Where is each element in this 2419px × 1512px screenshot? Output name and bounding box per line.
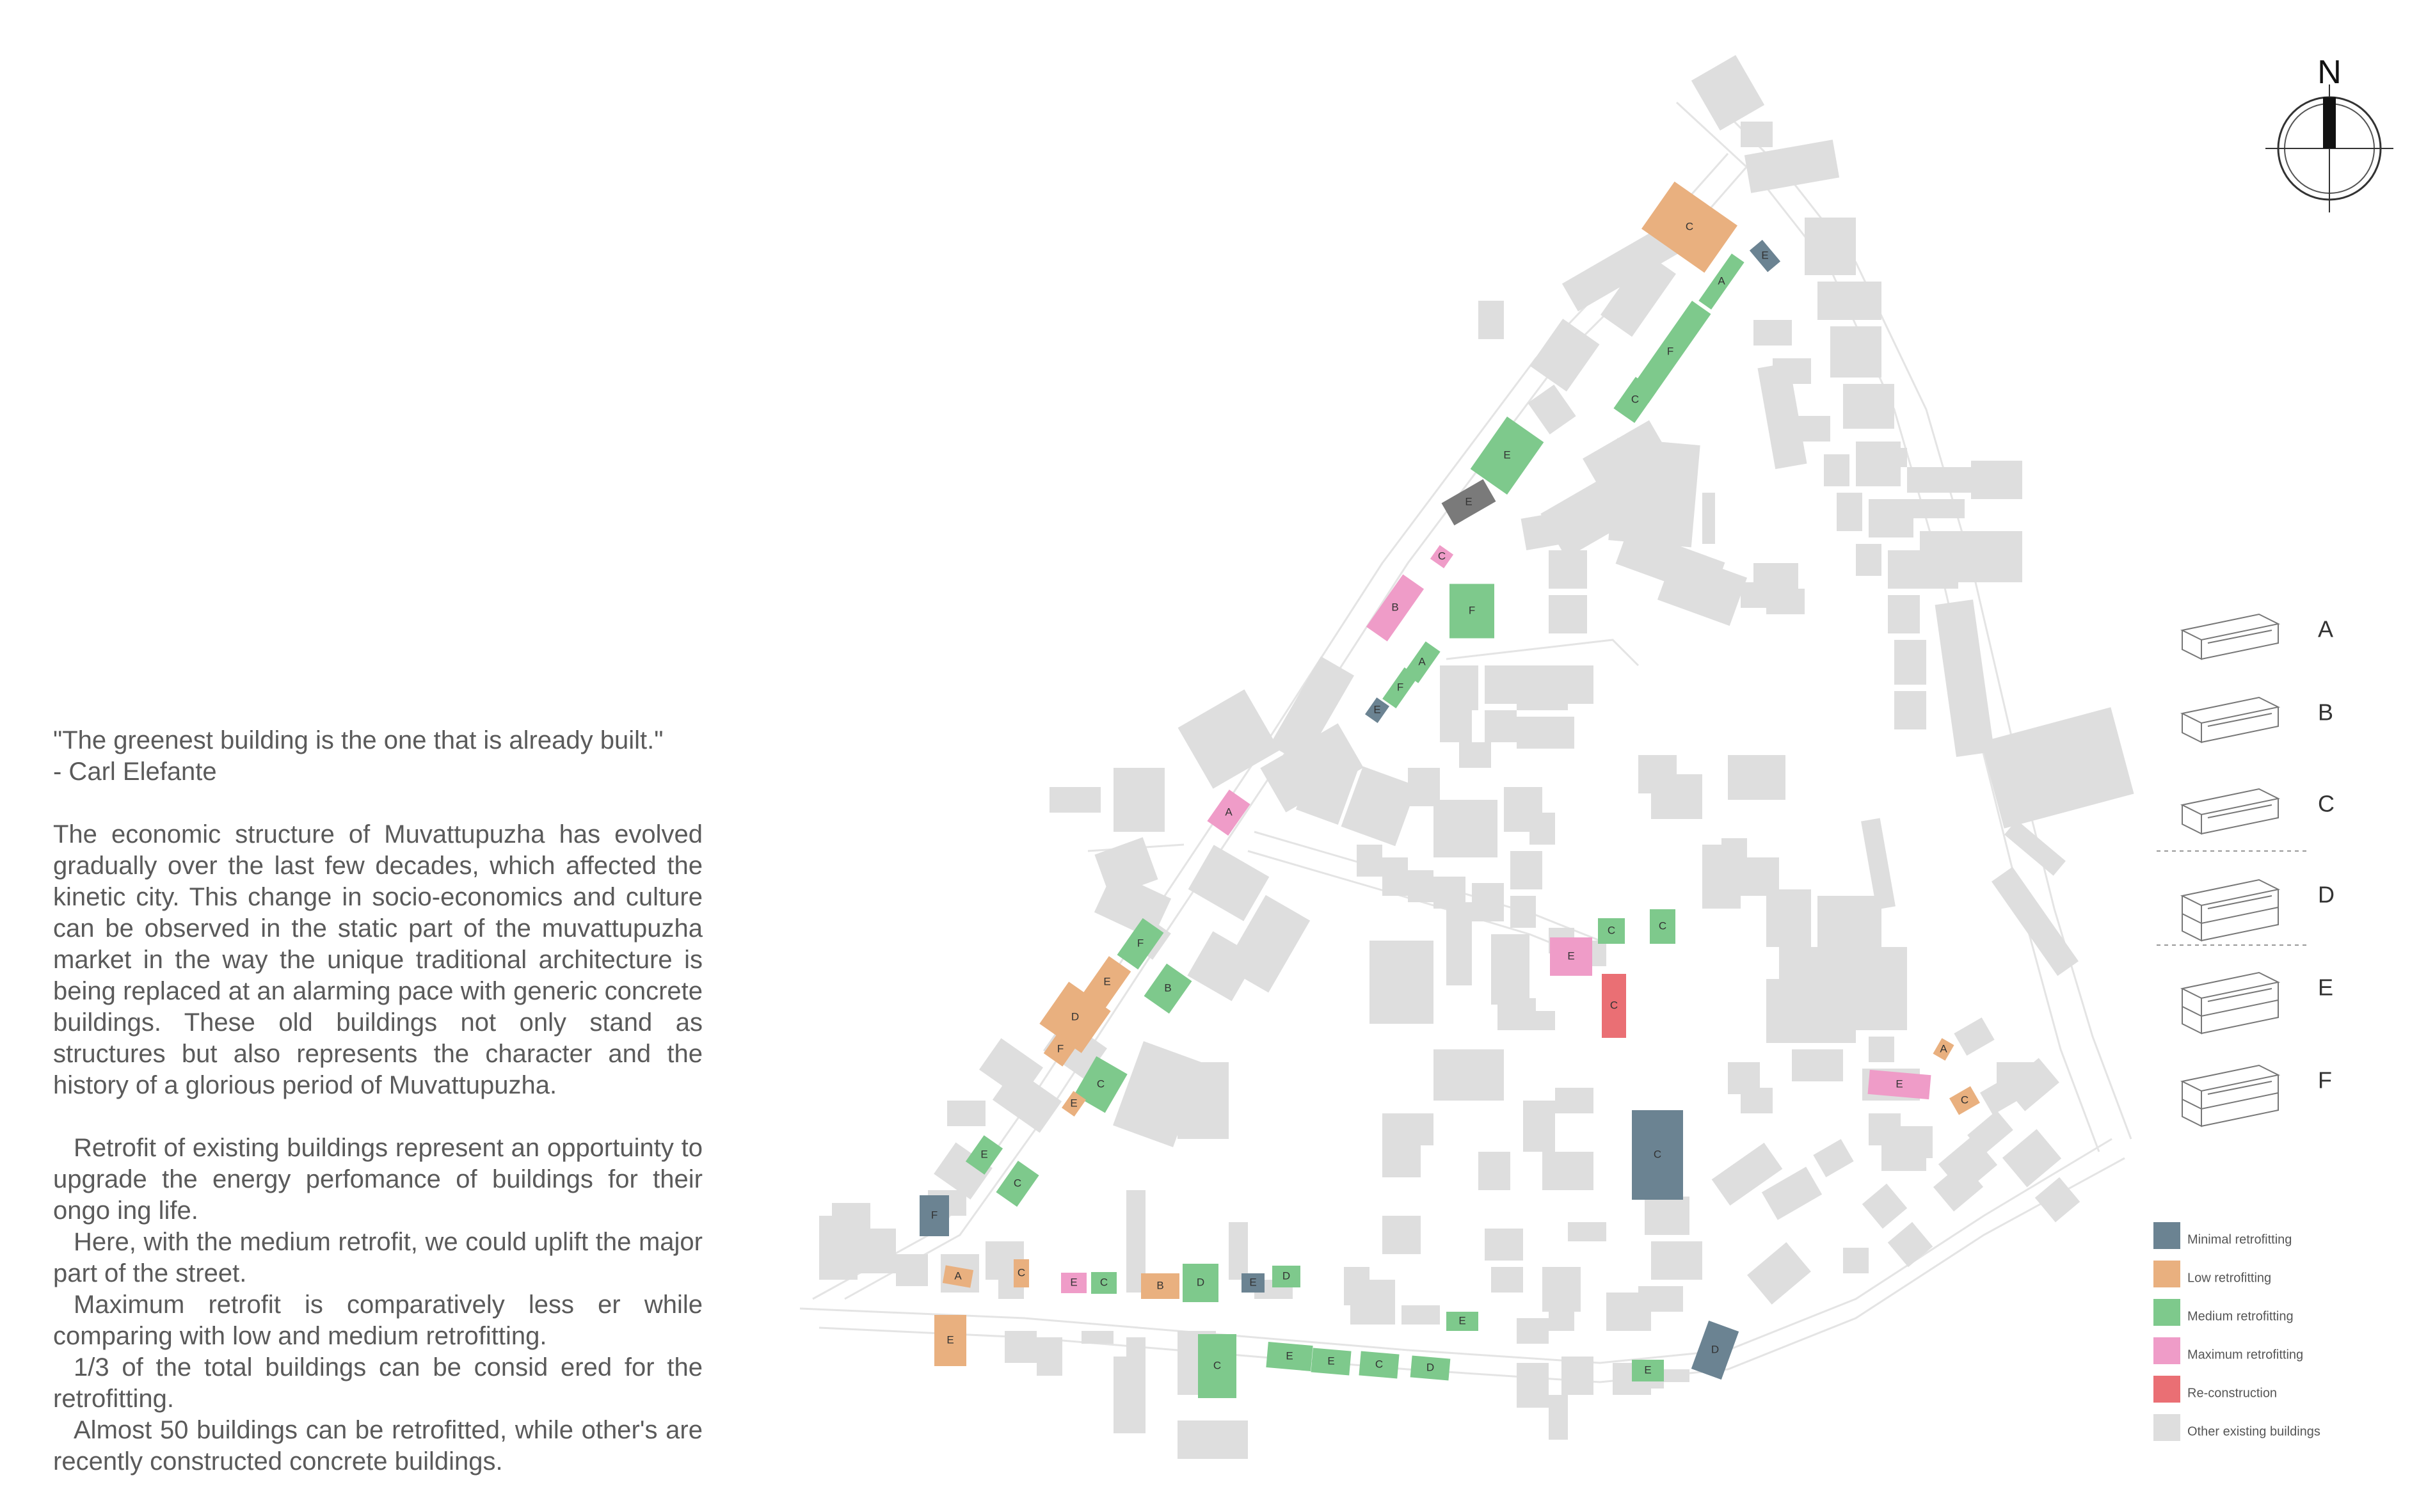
building-type-label: E [1373, 703, 1381, 716]
retrofit-legend [2153, 1222, 2320, 1441]
retrofit-building-e-minimal [1241, 1273, 1265, 1293]
building-type-letter: F [2318, 1067, 2332, 1094]
retrofit-building-c-medium [996, 1161, 1039, 1207]
retrofit-building-d-minimal [1691, 1321, 1739, 1380]
building-type-c [2182, 789, 2335, 834]
building-type-label: A [1940, 1042, 1947, 1055]
retrofit-building-c-medium [1650, 909, 1675, 944]
building-type-label: C [1631, 393, 1640, 406]
building-type-label: E [1896, 1078, 1903, 1090]
building-type-label: D [1426, 1361, 1435, 1374]
building-type-label: C [1096, 1078, 1105, 1090]
retrofit-building-c-medium [1091, 1272, 1117, 1294]
retrofit-building-c-maximum [1430, 545, 1453, 568]
building-type-label: E [1070, 1276, 1078, 1289]
legend-item [2153, 1337, 2303, 1364]
retrofit-building-a-low [1933, 1038, 1954, 1060]
inner-lane [1446, 640, 1638, 665]
building-type-label: C [1607, 924, 1616, 937]
retrofit-building-e-minimal [1365, 697, 1389, 723]
legend-swatch [2153, 1261, 2180, 1287]
building-type-label: D [1282, 1269, 1291, 1282]
retrofit-building-f-medium [1449, 584, 1494, 639]
existing-buildings [819, 55, 2134, 1459]
building-type-label: F [1666, 345, 1674, 358]
building-type-letter: B [2318, 699, 2334, 726]
retrofit-building-e-medium [1266, 1342, 1313, 1371]
building-type-label: D [1711, 1343, 1720, 1356]
retrofit-building-c-medium [1198, 1334, 1236, 1398]
paragraph-retrofit: Retrofit of existing buildings represent an opportuinty to upgrade the energy perfomance of buildings for their ongo ing life. [53, 1134, 703, 1225]
building-type-label: E [1761, 249, 1769, 262]
building-type-label: A [954, 1269, 962, 1282]
building-type-label: E [1249, 1276, 1257, 1289]
building-type-label: A [1718, 275, 1725, 287]
building-type-label: E [946, 1333, 954, 1346]
building-type-label: A [1418, 655, 1426, 668]
building-type-label: C [1609, 999, 1618, 1012]
retrofit-building-e-medium [1446, 1312, 1478, 1331]
building-type-label: F [930, 1209, 938, 1222]
building-type-label: E [1503, 449, 1511, 461]
building-type-f [2182, 1065, 2332, 1126]
house-sketch-icon [2182, 789, 2278, 834]
retrofit-building-e-other [1442, 479, 1496, 525]
building-type-letter: D [2318, 881, 2335, 908]
building-type-label: C [1375, 1358, 1384, 1371]
retrofit-building-a-maximum [1207, 790, 1250, 836]
legend-label: Other existing buildings [2187, 1424, 2320, 1439]
house-sketch-icon [2182, 614, 2278, 659]
building-type-d [2182, 880, 2335, 941]
building-type-e [2182, 973, 2333, 1033]
retrofit-building-d-medium [1410, 1355, 1451, 1380]
legend-label: Re-construction [2187, 1386, 2278, 1401]
legend-label: Maximum retrofitting [2187, 1348, 2304, 1362]
building-type-label: E [1465, 495, 1473, 508]
building-type-label: D [1071, 1010, 1080, 1023]
building-type-label: E [1103, 975, 1111, 988]
building-type-label: E [1644, 1364, 1652, 1376]
retrofit-building-f-minimal [920, 1195, 949, 1236]
building-type-label: E [980, 1148, 988, 1161]
building-type-label: C [1960, 1094, 1969, 1106]
building-type-label: E [1286, 1349, 1293, 1362]
legend-item [2153, 1222, 2292, 1249]
building-type-label: B [1391, 601, 1399, 614]
paragraph-maximum: Maximum retrofit is comparatively less er while comparing with low and medium retrofitting. [53, 1291, 703, 1350]
building-type-label: A [1225, 806, 1233, 818]
retrofit-building-c-medium [1598, 918, 1625, 944]
quote: "The greenest building is the one that is already built." [53, 726, 664, 754]
retrofit-building-f-medium [1382, 667, 1418, 708]
retrofit-building-c-low [1014, 1259, 1029, 1287]
building-type-label: C [1213, 1359, 1222, 1372]
building-type-label: F [1396, 681, 1404, 694]
retrofit-building-b-low [1141, 1273, 1179, 1299]
paragraph-medium: Here, with the medium retrofit, we could uplift the major part of the street. [53, 1228, 703, 1287]
building-type-label: F [1137, 937, 1144, 950]
building-type-letter: C [2318, 790, 2335, 817]
paragraph-fifty: Almost 50 buildings can be retrofitted, while other's are recently constructed concrete buildings. [53, 1416, 703, 1476]
building-type-label: C [1013, 1177, 1022, 1190]
north-arrow [2265, 54, 2393, 212]
retrofit-building-e-low [934, 1315, 966, 1366]
retrofit-building-b-medium [1144, 964, 1192, 1014]
building-type-label: F [1468, 604, 1476, 617]
legend-swatch [2153, 1337, 2180, 1364]
legend-swatch [2153, 1376, 2180, 1403]
house-sketch-icon [2182, 880, 2278, 941]
house-sketch-icon [2182, 973, 2278, 1033]
building-type-label: E [1070, 1097, 1078, 1110]
legend-item [2153, 1414, 2320, 1441]
building-type-b [2182, 697, 2333, 742]
paragraph-economic: The economic structure of Muvattupuzha has evolved gradually over the last few decades, which affected the kinetic city. This change in socio-economics and culture can be observed in the static part of the muvattupuzha market in the way the unique traditional architecture is being replaced at an alarming pace with generic concrete buildings. These old buildings not only stand as structures but also represents the character and the history of a glorious period of Muvattupuzha. [53, 820, 703, 1099]
house-sketch-icon [2182, 697, 2278, 742]
building-type-label: C [1017, 1266, 1026, 1279]
building-type-label: C [1658, 919, 1667, 932]
building-type-letter: A [2318, 616, 2334, 642]
retrofit-building-e-medium [1632, 1360, 1664, 1381]
legend-item [2153, 1376, 2277, 1403]
paragraph-third: 1/3 of the total buildings can be consid ered for the retrofitting. [53, 1353, 703, 1413]
building-type-label: C [1653, 1148, 1662, 1161]
quote-author: - Carl Elefante [53, 758, 217, 786]
building-type-label: B [1156, 1279, 1164, 1292]
building-type-key [2182, 614, 2335, 1126]
building-type-label: D [1196, 1276, 1205, 1289]
north-arrow-needle [2323, 97, 2336, 148]
legend-swatch [2153, 1299, 2180, 1326]
legend-label: Low retrofitting [2187, 1271, 2272, 1285]
building-type-label: E [1458, 1314, 1466, 1327]
building-type-a [2182, 614, 2333, 659]
legend-swatch [2153, 1222, 2180, 1249]
building-type-label: B [1164, 982, 1172, 994]
legend-item [2153, 1261, 2271, 1287]
legend-label: Minimal retrofitting [2187, 1232, 2292, 1247]
legend-swatch [2153, 1414, 2180, 1441]
retrofit-building-e-minimal [1750, 240, 1780, 272]
building-type-label: E [1567, 950, 1575, 962]
retrofit-building-e-maximum [1061, 1273, 1087, 1293]
legend-item [2153, 1299, 2294, 1326]
retrofit-building-c-reconstruction [1602, 974, 1626, 1038]
retrofit-building-c-medium [1359, 1351, 1399, 1378]
north-label: N [2317, 54, 2342, 91]
retrofit-building-c-minimal [1632, 1110, 1683, 1200]
building-type-label: F [1057, 1042, 1064, 1055]
building-type-label: C [1685, 220, 1694, 233]
retrofit-building-c-low [1949, 1086, 1980, 1115]
building-type-label: E [1327, 1355, 1335, 1367]
retrofit-building-d-medium [1183, 1264, 1218, 1302]
building-type-label: C [1099, 1276, 1108, 1289]
retrofit-building-e-medium [1311, 1348, 1351, 1375]
building-type-label: C [1437, 550, 1446, 562]
retrofit-building-d-medium [1272, 1266, 1300, 1287]
retrofit-building-e-maximum [1550, 937, 1592, 976]
building-type-letter: E [2318, 974, 2334, 1001]
house-sketch-icon [2182, 1065, 2278, 1126]
legend-label: Medium retrofitting [2187, 1309, 2294, 1324]
main-road-west-edge [813, 154, 1728, 1299]
